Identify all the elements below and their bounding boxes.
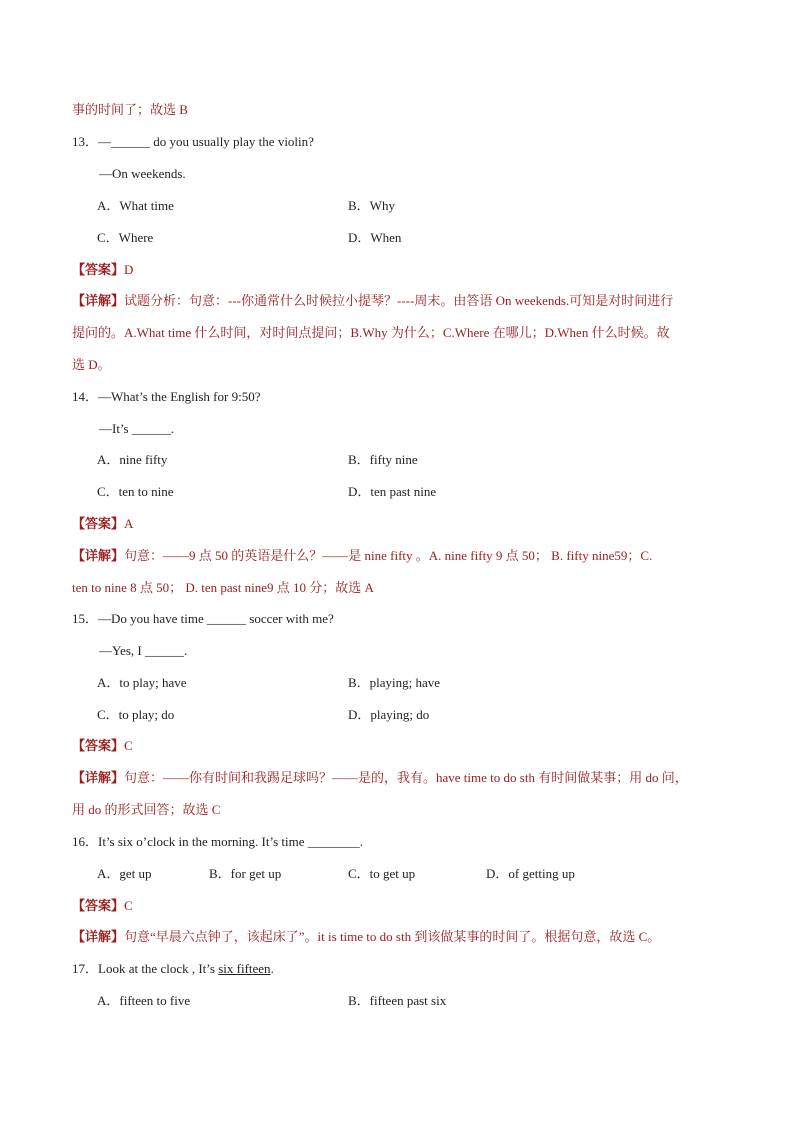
option-13-d: D．When: [348, 230, 402, 245]
detail-text: 句意“早晨六点钟了，该起床了”。it is time to do sth 到该做某事的时间了。根据句意，故选 C。: [124, 929, 661, 944]
answer-14: [72, 515, 133, 533]
question-14-reply: —It’s ______.: [99, 421, 175, 436]
question-15: 15．—Do you have time ______ soccer with me?: [72, 611, 334, 626]
option-17-a: A．fifteen to five: [97, 993, 191, 1008]
answer-16: [72, 897, 133, 915]
option-13-c: C．Where: [97, 230, 154, 245]
option-16-b: B．for get up: [209, 866, 282, 881]
option-14-b: B．fifty nine: [348, 452, 418, 467]
option-14-d: D．ten past nine: [348, 484, 437, 499]
option-14-a: A．nine fifty: [97, 452, 168, 467]
answer-value: D: [124, 262, 134, 277]
explanation-continuation: 事的时间了；故选 B: [72, 102, 188, 117]
detail-14-line-1: [72, 547, 652, 565]
question-13: 13．—______ do you usually play the violin?: [72, 134, 314, 149]
option-13-b: B．Why: [348, 198, 395, 213]
question-16: 16．It’s six o’clock in the morning. It’s time ________.: [72, 834, 364, 849]
detail-16-line-1: [72, 928, 660, 946]
detail-15-line-1: [72, 769, 688, 787]
answer-value: C: [124, 898, 133, 913]
detail-label: 【详解】: [72, 293, 125, 308]
option-16-a: A．get up: [97, 866, 152, 881]
detail-label: 【详解】: [72, 770, 125, 785]
answer-value: C: [124, 738, 133, 753]
option-13-a: A．What time: [97, 198, 174, 213]
answer-value: A: [124, 516, 134, 531]
detail-label: 【详解】: [72, 548, 125, 563]
answer-label: 【答案】: [72, 898, 125, 913]
answer-label: 【答案】: [72, 738, 125, 753]
option-15-c: C．to play; do: [97, 707, 175, 722]
answer-label: 【答案】: [72, 516, 125, 531]
question-17-text: 17．Look at the clock , It’s: [72, 961, 219, 976]
question-15-reply: —Yes, I ______.: [99, 643, 188, 658]
detail-13-line-1: [72, 292, 673, 310]
option-16-c: C．to get up: [348, 866, 416, 881]
detail-label: 【详解】: [72, 929, 125, 944]
option-15-d: D．playing; do: [348, 707, 430, 722]
question-13-reply: —On weekends.: [99, 166, 186, 181]
detail-15-line-2: 用 do 的形式回答；故选 C: [72, 802, 221, 817]
detail-text: 句意：——你有时间和我踢足球吗？——是的，我有。have time to do sth 有时间做某事；用 do 问，: [124, 770, 688, 785]
question-17-period: .: [270, 961, 274, 976]
answer-13: [72, 261, 133, 279]
option-16-d: D．of getting up: [486, 866, 575, 881]
detail-13-line-3: 选 D。: [72, 357, 111, 372]
detail-14-line-2: ten to nine 8 点 50； D. ten past nine9 点 10 分；故选 A: [72, 580, 374, 595]
detail-text: 句意：——9 点 50 的英语是什么？——是 nine fifty 。A. nine fifty 9 点 50； B. fifty nine59；C.: [124, 548, 653, 563]
answer-label: 【答案】: [72, 262, 125, 277]
question-17-underlined: six fifteen: [218, 961, 271, 976]
option-17-b: B．fifteen past six: [348, 993, 447, 1008]
answer-15: [72, 737, 133, 755]
detail-13-line-2: 提问的。A.What time 什么时间，对时间点提问；B.Why 为什么；C.Where 在哪儿；D.When 什么时候。故: [72, 325, 670, 340]
option-15-b: B．playing; have: [348, 675, 441, 690]
question-17: [72, 960, 274, 978]
option-14-c: C．ten to nine: [97, 484, 174, 499]
option-15-a: A．to play; have: [97, 675, 187, 690]
detail-text: 试题分析：句意：---你通常什么时候拉小提琴？----周末。由答语 On weekends.可知是对时间进行: [124, 293, 674, 308]
question-14: 14．—What’s the English for 9:50?: [72, 389, 261, 404]
